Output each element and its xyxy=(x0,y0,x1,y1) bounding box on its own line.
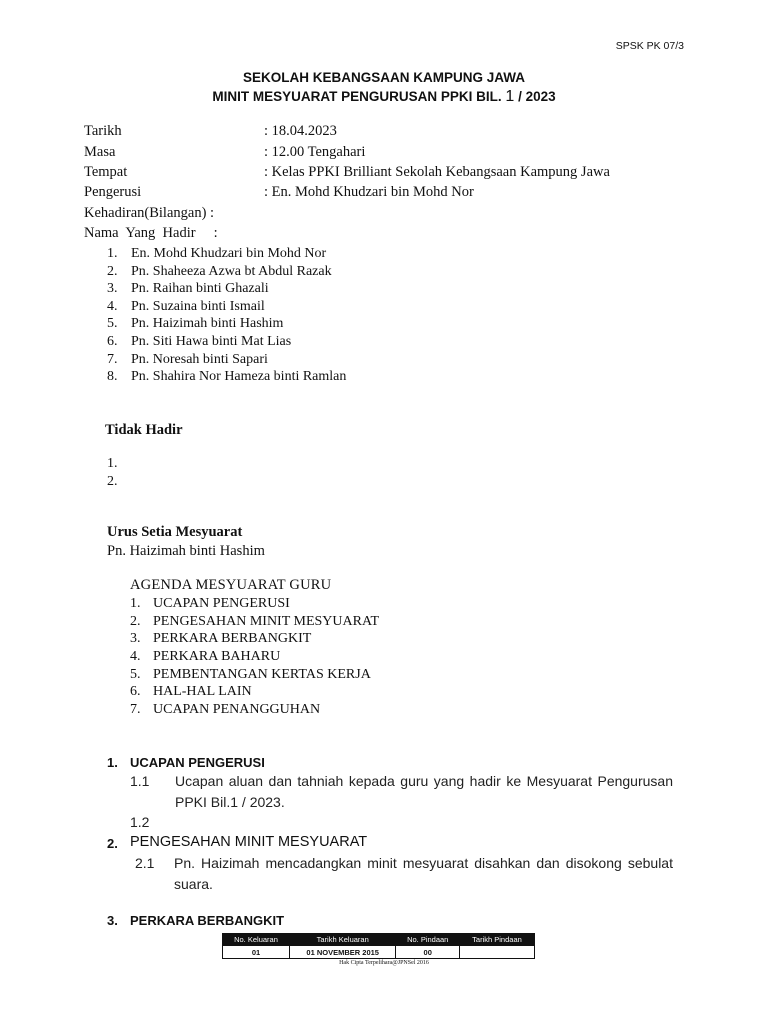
revision-table xyxy=(222,933,535,959)
minutes-title xyxy=(0,88,768,106)
document-code: SPSK PK 07/3 xyxy=(615,40,684,52)
present-label: Nama Yang Hadir : xyxy=(84,225,218,241)
secretary-name: Pn. Haizimah binti Hashim xyxy=(107,543,265,559)
secretary-title: Urus Setia Mesyuarat xyxy=(107,524,243,540)
info-label: Pengerusi xyxy=(84,184,142,200)
table-header: Tarikh Pindaan xyxy=(459,934,534,946)
info-value: : En. Mohd Khudzari bin Mohd Nor xyxy=(264,184,474,200)
table-cell: 01 NOVEMBER 2015 xyxy=(289,946,395,959)
table-cell: 01 xyxy=(223,946,290,959)
table-header: No. Keluaran xyxy=(223,934,290,946)
table-header: No. Pindaan xyxy=(396,934,460,946)
info-label: Tarikh xyxy=(84,123,122,139)
title-prefix: MINIT MESYUARAT PENGURUSAN PPKI BIL. xyxy=(212,89,502,104)
school-name: SEKOLAH KEBANGSAAN KAMPUNG JAWA xyxy=(242,70,526,85)
title-number: 1 xyxy=(505,88,515,105)
table-cell: 00 xyxy=(396,946,460,959)
info-label: Tempat xyxy=(84,164,128,180)
info-value: : 12.00 Tengahari xyxy=(264,144,366,160)
info-label: Masa xyxy=(84,144,116,160)
table-header: Tarikh Keluaran xyxy=(289,934,395,946)
copyright-text: Hak Cipta Terpelihara@JPNSel 2016 xyxy=(339,960,429,966)
info-value: : Kelas PPKI Brilliant Sekolah Kebangsaan Kampung Jawa xyxy=(264,164,610,180)
info-value: : 18.04.2023 xyxy=(264,123,337,139)
table-cell xyxy=(459,946,534,959)
attendance-label: Kehadiran(Bilangan) : xyxy=(84,205,215,221)
agenda-title: AGENDA MESYUARAT GURU xyxy=(130,577,332,593)
title-suffix: / 2023 xyxy=(518,89,556,104)
absent-title: Tidak Hadir xyxy=(105,422,183,438)
